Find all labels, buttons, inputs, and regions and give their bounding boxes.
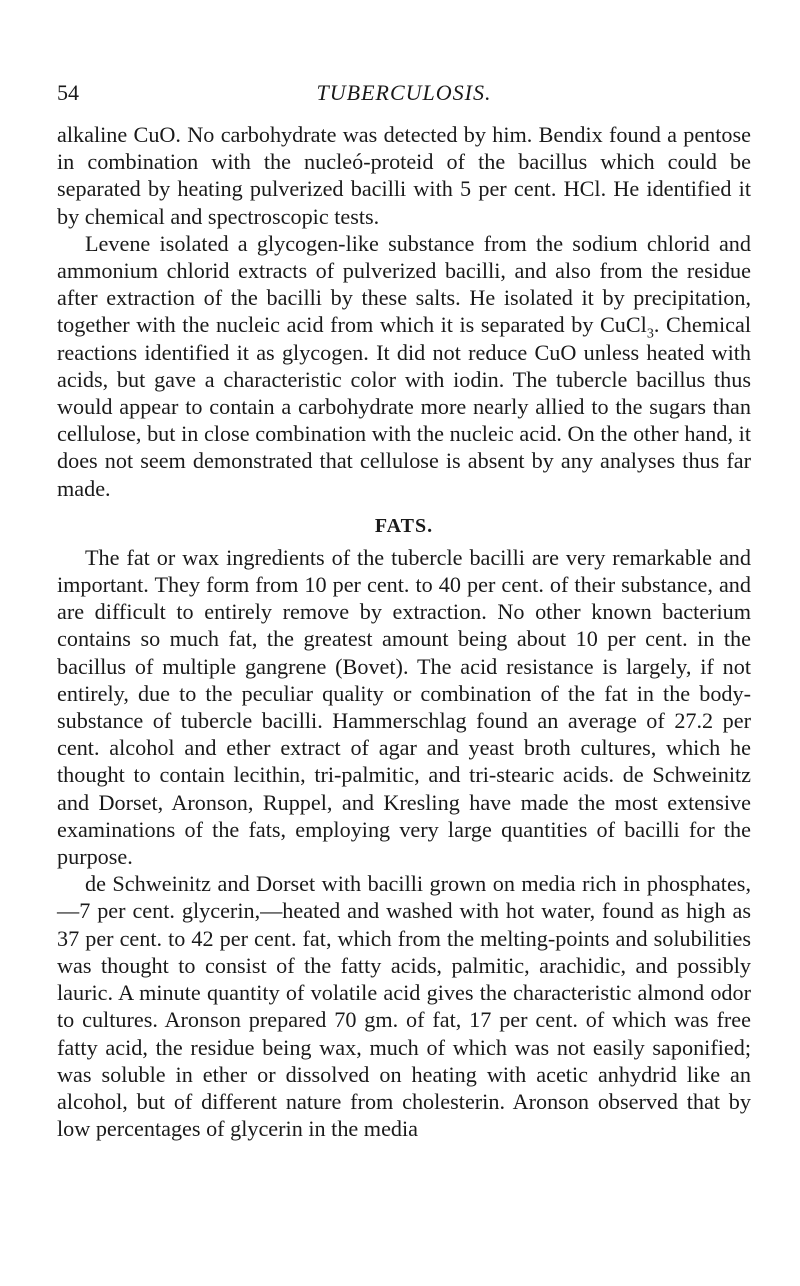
body-text [57,121,751,1142]
paragraph-carbohydrate-continued: alkaline CuO. No carbohydrate was detected by him. Bendix found a pentose in combination with the nucleó-proteid of the bacillus which could be separated by heating pulverized bacilli with 5 per cent. HCl. He identified it by chemical and spectroscopic tests. [57,122,751,229]
page-number: 54 [57,80,79,105]
running-title: TUBERCULOSIS. [316,80,492,105]
paragraph-de-schweinitz: de Schweinitz and Dorset with bacilli grown on media rich in phosphates,—7 per cent. glycerin,—heated and washed with hot water, found as high as 37 per cent. to 42 per cent. fat, which from the melting-points and solubilities was thought to consist of the fatty acids, palmitic, arachidic, and possibly lauric. A minute quantity of volatile acid gives the characteristic almond odor to cultures. Aronson prepared 70 gm. of fat, 17 per cent. of which was free fatty acid, the residue being wax, much of which was not easily saponified; was soluble in ether or dissolved on heating with acetic anhydrid like an alcohol, but of different nature from cholesterin. Aronson observed that by low percentages of glycerin in the media [57,871,751,1142]
paragraph-levene-glycogen [57,230,751,502]
section-heading: FATS. [374,514,434,537]
subscript: 3 [646,326,654,342]
paragraph-fats-intro: The fat or wax ingredients of the tubercle bacilli are very remarkable and important. They form from 10 per cent. to 40 per cent. of their substance, and are difficult to entirely remove by extraction. No other known bacterium contains so much fat, the greatest amount being about 10 per cent. in the bacillus of multiple gangrene (Bovet). The acid resistance is largely, if not entirely, due to the peculiar quality or combination of the fat in the body-substance of tubercle bacilli. Hammerschlag found an average of 27.2 per cent. alcohol and ether extract of agar and yeast broth cultures, which he thought to contain lecithin, tri-palmitic, and tri-stearic acids. de Schweinitz and Dorset, Aronson, Ruppel, and Kresling have made the most extensive examinations of the fats, employing very large quantities of bacilli for the purpose. [57,544,751,870]
running-head [57,79,751,107]
paragraph-text: . Chemical reactions identified it as glycogen. It did not reduce CuO unless heated with acids, but gave a characteristic color with iodin. The tubercle bacillus thus would appear to contain a carbohydrate more nearly allied to the sugars than cellulose, but in close combination with the nucleic acid. On the other hand, it does not seem demonstrated that cellulose is absent by any analyses thus far made. [57,312,751,501]
paragraph-text: Levene isolated a glycogen-like substance from the sodium chlorid and ammonium chlorid extracts of pulverized bacilli, and also from the residue after extraction of the bacilli by these salts. He isolated it by precipitation, together with the nucleic acid from which it is separated by CuCl [57,230,751,338]
